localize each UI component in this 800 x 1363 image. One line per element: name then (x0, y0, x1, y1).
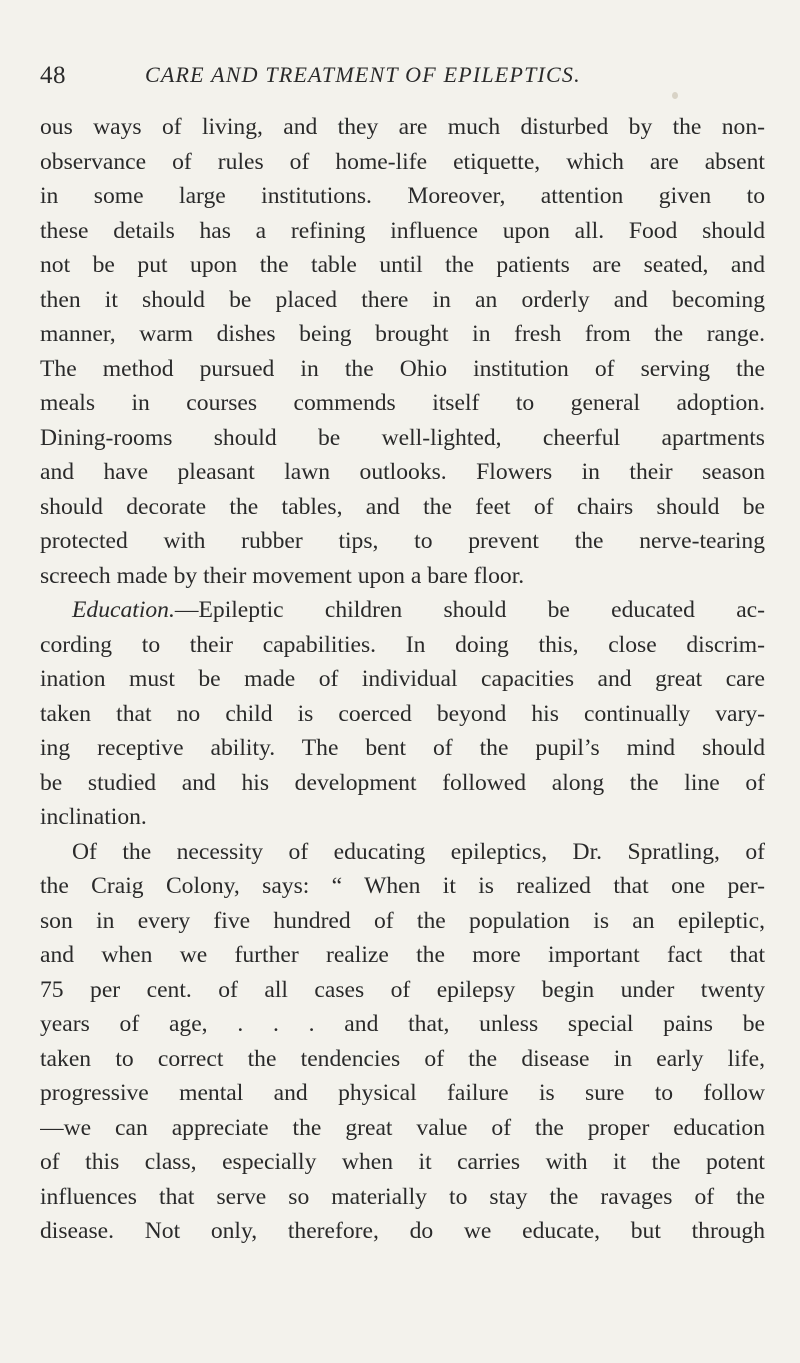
text-line: cording to their capabilities. In doing this, close discrim- (40, 631, 765, 658)
text-line: ing receptive ability. The bent of the pupil’s mind should (40, 735, 765, 761)
text-line: influences that serve so materially to stay the ravages of the (40, 1183, 765, 1210)
text-line: Of the necessity of educating epileptics, Dr. Spratling, of (72, 838, 765, 865)
text-line: of this class, especially when it carries with it the potent (40, 1149, 765, 1175)
text-line: these details has a refining influence upon all. Food should (40, 217, 765, 244)
paragraph-quote (40, 835, 765, 1249)
text-line: inclination. (40, 804, 147, 830)
paper-speck (672, 92, 678, 99)
text-line: should decorate the tables, and the feet of chairs should be (40, 493, 765, 520)
running-title: CARE AND TREATMENT OF EPILEPTICS. (145, 62, 581, 87)
text-line: Dining-rooms should be well-lighted, cheerful apartments (40, 424, 765, 451)
running-head (40, 62, 720, 102)
text-line: protected with rubber tips, to prevent the nerve-tearing (40, 528, 765, 554)
text-line: ous ways of living, and they are much disturbed by the non- (40, 114, 765, 140)
text-line: screech made by their movement upon a bare floor. (40, 562, 525, 589)
text-line: meals in courses commends itself to general adoption. (40, 390, 765, 416)
text-line: ination must be made of individual capacities and great care (40, 666, 765, 692)
text-line (40, 593, 765, 628)
text-line: in some large institutions. Moreover, attention given to (40, 183, 765, 209)
text-line: and have pleasant lawn outlooks. Flowers in their season (40, 459, 765, 485)
text-line: then it should be placed there in an orderly and becoming (40, 286, 765, 313)
text-line: not be put upon the table until the patients are seated, and (40, 252, 765, 278)
text-line: and when we further realize the more important fact that (40, 942, 765, 968)
text-line: taken to correct the tendencies of the disease in early life, (40, 1045, 765, 1072)
text-line: disease. Not only, therefore, do we educate, but through (40, 1218, 765, 1244)
text-line: The method pursued in the Ohio institution of serving the (40, 355, 765, 382)
text-line: —we can appreciate the great value of the proper education (40, 1114, 765, 1141)
section-heading-education: Education. (72, 597, 175, 623)
paragraph-dining (40, 110, 765, 593)
text-line: the Craig Colony, says: “ When it is realized that one per- (40, 873, 765, 899)
text-line: son in every five hundred of the population is an epileptic, (40, 907, 765, 934)
text-line: be studied and his development followed along the line of (40, 769, 765, 796)
text-segment: —Epileptic children should be educated ac- (174, 597, 765, 623)
page-number: 48 (40, 62, 66, 89)
body-text (40, 110, 765, 1249)
text-line: 75 per cent. of all cases of epilepsy begin under twenty (40, 976, 765, 1003)
text-line: observance of rules of home-life etiquette, which are absent (40, 148, 765, 175)
text-line: years of age, . . . and that, unless special pains be (40, 1011, 765, 1037)
text-line: manner, warm dishes being brought in fresh from the range. (40, 321, 765, 347)
text-line: progressive mental and physical failure is sure to follow (40, 1080, 765, 1106)
text-line: taken that no child is coerced beyond his continually vary- (40, 700, 765, 727)
paragraph-education (40, 593, 765, 835)
